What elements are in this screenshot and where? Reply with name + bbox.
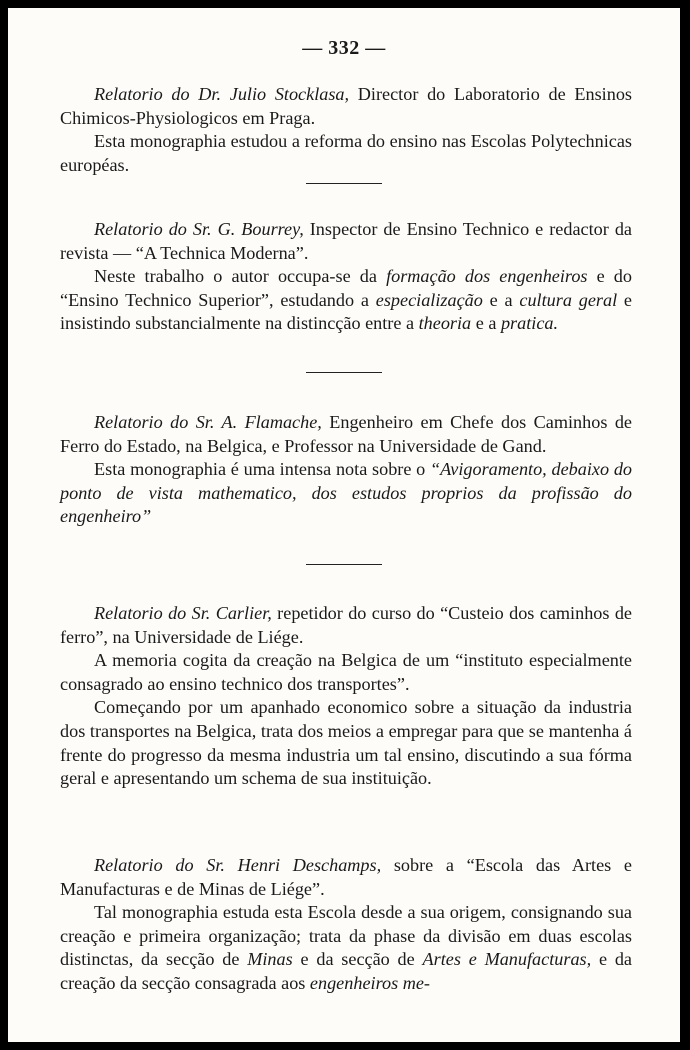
entry-deschamps bbox=[60, 854, 632, 996]
body-text: e insistindo substancialmente na distincção entre a bbox=[60, 289, 632, 334]
page-number: — 332 — bbox=[302, 37, 386, 59]
heading-author: Relatorio do Sr. G. Bourrey, bbox=[94, 219, 304, 239]
body-text: Tal monographia estuda esta Escola desde a sua origem, consignando sua creação e primeira organização; trata da phase da divisão em duas escolas distinctas, da secção de bbox=[60, 902, 632, 970]
entry-body: Esta monographia estudou a reforma do ensino nas Escolas Polytechnicas européas. bbox=[60, 131, 632, 175]
body-emphasis: engenheiros me- bbox=[309, 972, 430, 993]
body-text: e a bbox=[482, 289, 520, 310]
body-emphasis: pratica. bbox=[500, 313, 559, 334]
heading-author: Relatorio do Sr. Carlier, bbox=[94, 603, 272, 623]
heading-description: Engenheiro em Chefe dos Caminhos de Ferro do Estado, na Belgica, e Professor na Universidade de Gand. bbox=[60, 412, 632, 456]
body-emphasis: “Avigoramento, debaixo do ponto de vista mathematico, dos estudos proprios da profissão do engenheiro” bbox=[60, 459, 633, 527]
entry-heading bbox=[60, 411, 632, 458]
heading-author: Relatorio do Dr. Julio Stocklasa, bbox=[94, 84, 350, 104]
heading-description: Inspector de Ensino Technico e redactor da revista — “A Technica Moderna”. bbox=[60, 219, 632, 263]
body-emphasis: theoria bbox=[418, 313, 472, 334]
body-emphasis: cultura geral bbox=[519, 289, 618, 310]
body-text: Esta monographia é uma intensa nota sobre o bbox=[94, 459, 431, 480]
body-text: e da secção de bbox=[292, 949, 423, 970]
body-text: e da creação da secção consagrada aos bbox=[60, 949, 632, 993]
section-divider bbox=[306, 372, 382, 373]
entry-body: Começando por um apanhado economico sobre a situação da industria dos transportes na Belgica, trata dos meios a empregar para que se mantenha á frente do progresso da mesma industria um tal ensino, discutindo a sua fórma geral e apresentando um schema de sua instituição. bbox=[60, 697, 632, 789]
heading-author: Relatorio do Sr. Henri Deschamps, bbox=[94, 855, 382, 875]
entry-heading bbox=[60, 854, 632, 901]
body-text: e do “Ensino Technico Superior”, estudando a bbox=[60, 266, 632, 310]
heading-description: sobre a “Escola das Artes e Manufacturas e de Minas de Liége”. bbox=[60, 855, 632, 899]
entry-body: A memoria cogita da creação na Belgica de um “instituto especialmente consagrado ao ensino technico dos transportes”. bbox=[60, 650, 632, 694]
entry-stocklasa bbox=[60, 83, 632, 177]
entry-heading bbox=[60, 602, 632, 649]
entry-bourrey bbox=[60, 218, 632, 336]
entry-flamache bbox=[60, 411, 632, 529]
entry-body bbox=[60, 458, 632, 529]
document-page bbox=[8, 8, 680, 1042]
entry-body bbox=[60, 901, 632, 995]
body-text: Neste trabalho o autor occupa-se da bbox=[94, 266, 387, 287]
entry-heading bbox=[60, 218, 632, 265]
body-emphasis: formação dos engenheiros bbox=[386, 266, 588, 287]
section-divider bbox=[306, 564, 382, 565]
entry-body bbox=[60, 265, 632, 336]
body-text: e a bbox=[471, 313, 501, 334]
heading-description: repetidor do curso do “Custeio dos caminhos de ferro”, na Universidade de Liége. bbox=[60, 603, 632, 647]
heading-author: Relatorio do Sr. A. Flamache, bbox=[94, 412, 322, 432]
body-emphasis: Artes e Manufacturas, bbox=[422, 949, 592, 970]
heading-description: Director do Laboratorio de Ensinos Chimicos-Physiologicos em Praga. bbox=[60, 84, 632, 128]
section-divider bbox=[306, 183, 382, 184]
body-emphasis: Minas bbox=[247, 949, 293, 970]
entry-heading bbox=[60, 83, 632, 130]
body-emphasis: especialização bbox=[375, 289, 483, 310]
entry-carlier bbox=[60, 602, 632, 791]
